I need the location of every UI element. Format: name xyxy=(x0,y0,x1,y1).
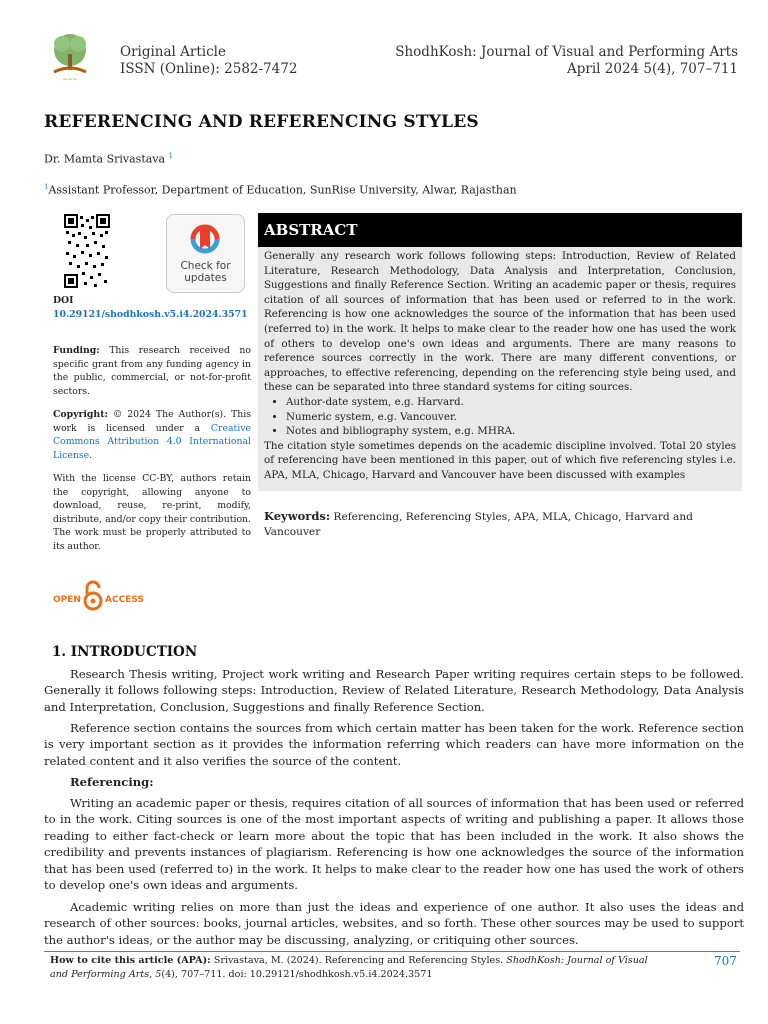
author-name: Dr. Mamta Srivastava xyxy=(44,152,166,166)
intro-paragraph-3 xyxy=(44,795,744,893)
abstract-bullet: • Notes and bibliography system, e.g. MHRA. xyxy=(286,424,736,439)
abstract-para1: Generally any research work follows following steps: Introduction, Review of Related Literature, Research Methodology, Data Analysis and Interpretation, Conclusion, Suggestions and finally Reference Section. Writing an academic paper or thesis, requires citation of all sources of information that has been used or referred to in the work. Referencing is how one acknowledges the source of the information that has been used (referred to) in the work. It helps to make clear to the reader how one has used the work of others to develop one's own ideas and arguments. There are many reasons to reference sources correctly in the work. There are many different conventions, or approaches, to effective referencing, depending on the referencing style being used, and these can be separated into three standard systems for citing sources. xyxy=(264,250,736,394)
intro-paragraph-4 xyxy=(44,899,744,948)
cite-rest: (4), 707–711. doi: 10.29121/shodhkosh.v5.i4.2024.3571 xyxy=(161,968,433,980)
open-lock-icon xyxy=(85,582,101,609)
abstract-para2: The citation style sometimes depends on the academic discipline involved. Total 20 styles of referencing have been mentioned in this paper, out of which five referencing styles i.e. APA, MLA, Chicago, Harvard and Vancouver have been discussed with examples xyxy=(264,439,736,481)
doi-label: DOI xyxy=(53,295,74,306)
funding-text: This research received no specific grant from any funding agency in the public, commercial, or not-for-profit sectors. xyxy=(53,345,251,397)
copyright-end: . xyxy=(89,449,93,461)
qr-code-icon[interactable] xyxy=(64,214,110,288)
abstract-bullet: • Numeric system, e.g. Vancouver. xyxy=(286,410,736,425)
paragraph: Writing an academic paper or thesis, requires citation of all sources of information that has been used or referred to in the work. Citing sources is one of the most important aspects of writing and publishing a paper. It allows those reading to either fact-check or learn more about the topic that has been included in the work. It also shows the credibility and prevents instances of plagiarism. Referencing is how one acknowledges the source of the information that has been used (referred to) in the work. It helps to make clear to the reader how one has used the work of others to develop one's own ideas and arguments. xyxy=(44,796,744,893)
keywords-label: Keywords: xyxy=(264,509,331,523)
doi-link[interactable]: 10.29121/shodhkosh.v5.i4.2024.3571 xyxy=(53,309,248,320)
section-heading: 1. INTRODUCTION xyxy=(52,644,198,660)
keywords xyxy=(264,509,734,540)
open-access-logo xyxy=(53,580,149,612)
journal-name: ShodhKosh: Journal of Visual and Performing Arts xyxy=(395,44,738,60)
cite-text: Srivastava, M. (2024). Referencing and Referencing Styles. xyxy=(213,955,504,966)
intro-paragraph-2 xyxy=(44,720,744,769)
funding-label: Funding: xyxy=(53,345,100,356)
abstract-heading: ABSTRACT xyxy=(258,213,742,247)
open-access-right: ACCESS xyxy=(105,595,144,605)
cite-label: How to cite this article (APA): xyxy=(50,955,211,966)
citation-footer xyxy=(50,954,660,981)
keywords-text: Referencing, Referencing Styles, APA, MLA, Chicago, Harvard and Vancouver xyxy=(264,511,693,538)
affiliation: Assistant Professor, Department of Education, SunRise University, Alwar, Rajasthan xyxy=(48,183,517,197)
page-number: 707 xyxy=(714,954,737,968)
author-sup: 1 xyxy=(168,152,174,160)
license-note: With the license CC-BY, authors retain the copyright, allowing anyone to download, reuse, re-print, modify, distribute, and/or copy their contribution. The work must be properly attributed to its author. xyxy=(53,473,251,552)
bookmark-icon xyxy=(185,219,225,259)
abstract-list xyxy=(264,395,736,439)
abstract-bullet: • Author-date system, e.g. Harvard. xyxy=(286,395,736,410)
issue-info: April 2024 5(4), 707–711 xyxy=(567,61,738,77)
affiliation-line xyxy=(44,183,517,197)
paragraph: Academic writing relies on more than just the ideas and experience of one author. It also uses the ideas and research of other sources: books, journal articles, websites, and so forth. These other sources may be used to support the author's ideas, or the author may be discussing, analyzing, or critiquing other sources. xyxy=(44,900,744,947)
intro-paragraph-1 xyxy=(44,666,744,715)
copyright-label: Copyright: xyxy=(53,409,108,420)
abstract-body xyxy=(258,247,742,491)
issn: ISSN (Online): 2582-7472 xyxy=(120,61,298,77)
author-line xyxy=(44,152,173,166)
affiliation-sup: 1 xyxy=(44,183,49,191)
subheading-referencing: Referencing: xyxy=(70,775,154,789)
copyright-note xyxy=(53,408,251,462)
cite-journal: ShodhKosh: Journal of Visual and Performing Arts, 5 xyxy=(50,955,648,980)
header-right xyxy=(395,44,738,78)
check-for-updates-badge[interactable] xyxy=(166,214,245,293)
license-link[interactable]: Creative Commons Attribution 4.0 International License xyxy=(53,422,251,461)
open-access-left: OPEN xyxy=(53,595,81,605)
paper-title: REFERENCING AND REFERENCING STYLES xyxy=(44,112,479,132)
article-type: Original Article xyxy=(120,44,226,60)
header-left xyxy=(120,44,297,78)
footer-divider xyxy=(44,951,740,952)
copyright-text: © 2024 The Author(s). This work is licensed under a xyxy=(53,409,251,434)
paragraph: Research Thesis writing, Project work writing and Research Paper writing requires certain steps to be followed. Generally it follows following steps: Introduction, Review of Related Literature, Research Methodology, Data Analysis and Interpretation, Conclusion, Suggestions and finally Reference Section. xyxy=(44,667,744,714)
funding-note xyxy=(53,344,251,398)
svg-text:~~~: ~~~ xyxy=(62,76,78,83)
paragraph: Reference section contains the sources from which certain matter has been taken for the work. Reference section is very important section as it provides the information referring which readers can have more information on the related content and it also verifies the source of the content. xyxy=(44,721,744,768)
journal-logo xyxy=(40,24,100,84)
check-updates-line2: updates xyxy=(184,272,227,284)
check-updates-line1: Check for xyxy=(180,260,231,272)
